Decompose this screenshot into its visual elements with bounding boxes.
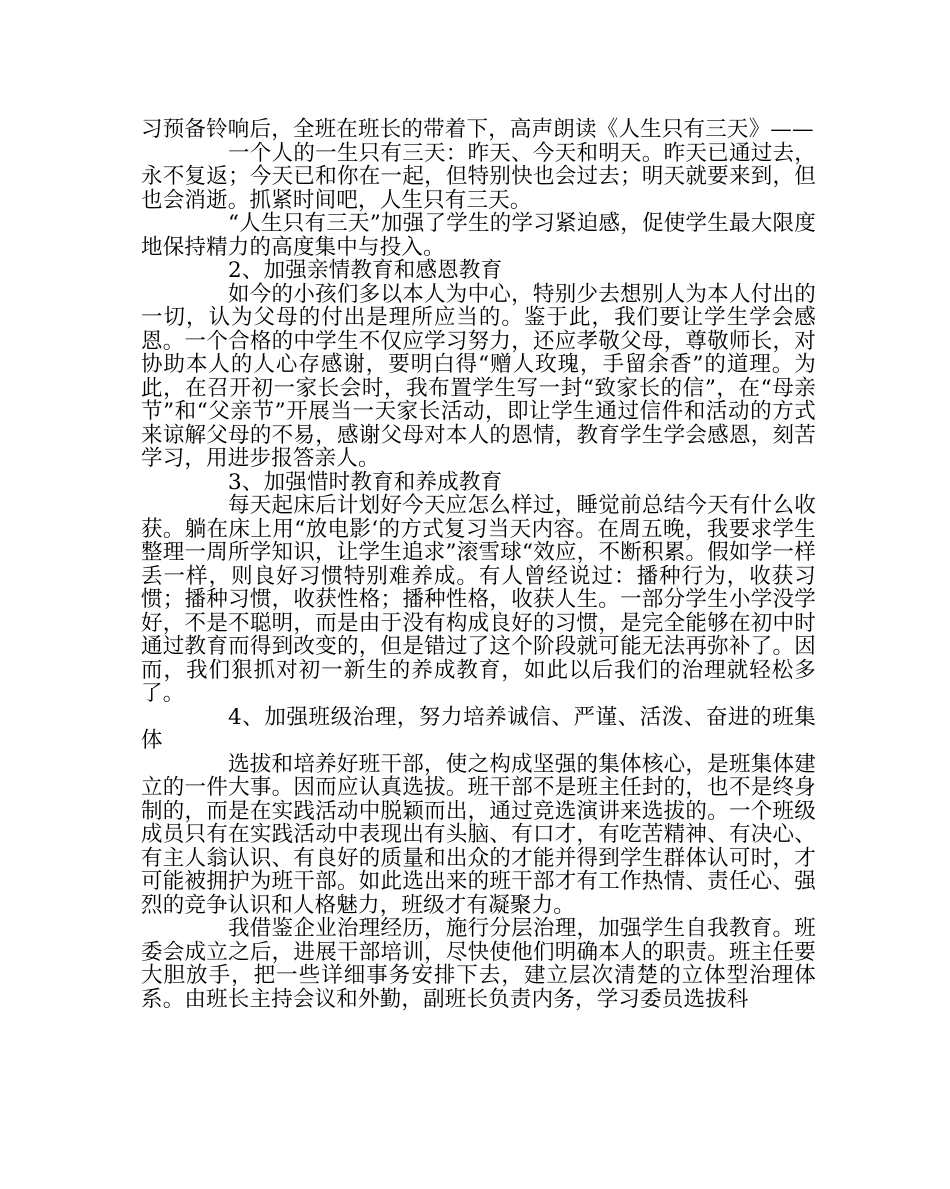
paragraph-gratitude: 如今的小孩们多以本人为中心，特别少去想别人为本人付出的一切，认为父母的付出是理所应当的。鉴于此，我们要让学生学会感恩。一个合格的中学生不仅应学习努力，还应孝敬父母，尊敬师长，对协助本人的人心存感谢，要明白得“赠人玫瑰，手留余香”的道理。为此，在召开初一家长会时，我布置学生写一封“致家长的信”，在“母亲节”和“父亲节”开展当一天家长活动，即让学生通过信件和活动的方式来谅解父母的不易，感谢父母对本人的恩情，教育学生学会感恩，刻苦学习，用进步报答亲人。 <box>141 281 816 471</box>
paragraph-three-days-quote: 一个人的一生只有三天：昨天、今天和明天。昨天已通过去，永不复返；今天已和你在一起，但特别快也会过去；明天就要来到，但也会消逝。抓紧时间吧，人生只有三天。 <box>141 140 816 213</box>
section-heading-habits: 3、加强惜时教育和养成教育 <box>228 469 503 495</box>
paragraph-reading-intro: 习预备铃响后，全班在班长的带着下，高声朗读《人生只有三天》—— <box>141 117 814 142</box>
paragraph-three-days-effect: “人生只有三天”加强了学生的学习紧迫感，促使学生最大限度地保持精力的高度集中与投入。 <box>141 211 816 260</box>
paragraph-layered-management: 我借鉴企业治理经历，施行分层治理，加强学生自我教育。班委会成立之后，进展干部培训，尽快使他们明确本人的职责。班主任要大胆放手，把一些详细事务安排下去，建立层次清楚的立体型治理体系。由班长主持会议和外勤，副班长负责内务，学习委员选拔科 <box>141 916 816 1012</box>
section-heading-class-management: 4、加强班级治理，努力培养诚信、严谨、活泼、奋进的班集体 <box>141 704 816 753</box>
paragraph-habits: 每天起床后计划好今天应怎么样过，睡觉前总结今天有什么收获。躺在床上用“放电影‘的方式复习当天内容。在周五晚，我要求学生整理一周所学知识，让学生追求”滚雪球“效应，不断积累。假如学一样丢一样，则良好习惯特别难养成。有人曾经说过：播种行为，收获习惯；播种习惯，收获性格；播种性格，收获人生。一部分学生小学没学好，不是不聪明，而是由于没有构成良好的习惯，是完全能够在初中时通过教育而得到改变的，但是错过了这个阶段就可能无法再弥补了。因而，我们狠抓对初一新生的养成教育，如此以后我们的治理就轻松多了。 <box>141 493 816 706</box>
document-page <box>141 118 816 1011</box>
paragraph-class-cadre: 选拔和培养好班干部，使之构成坚强的集体核心，是班集体建立的一件大事。因而应认真选拔。班干部不是班主任封的，也不是终身制的，而是在实践活动中脱颖而出，通过竞选演讲来选拔的。一个班级成员只有在实践活动中表现出有头脑、有口才，有吃苦精神、有决心、有主人翁认识、有良好的质量和出众的才能并得到学生群体认可时，才可能被拥护为班干部。如此选出来的班干部才有工作热情、责任心、强烈的竞争认识和人格魅力，班级才有凝聚力。 <box>141 751 816 918</box>
section-heading-gratitude: 2、加强亲情教育和感恩教育 <box>228 258 503 283</box>
